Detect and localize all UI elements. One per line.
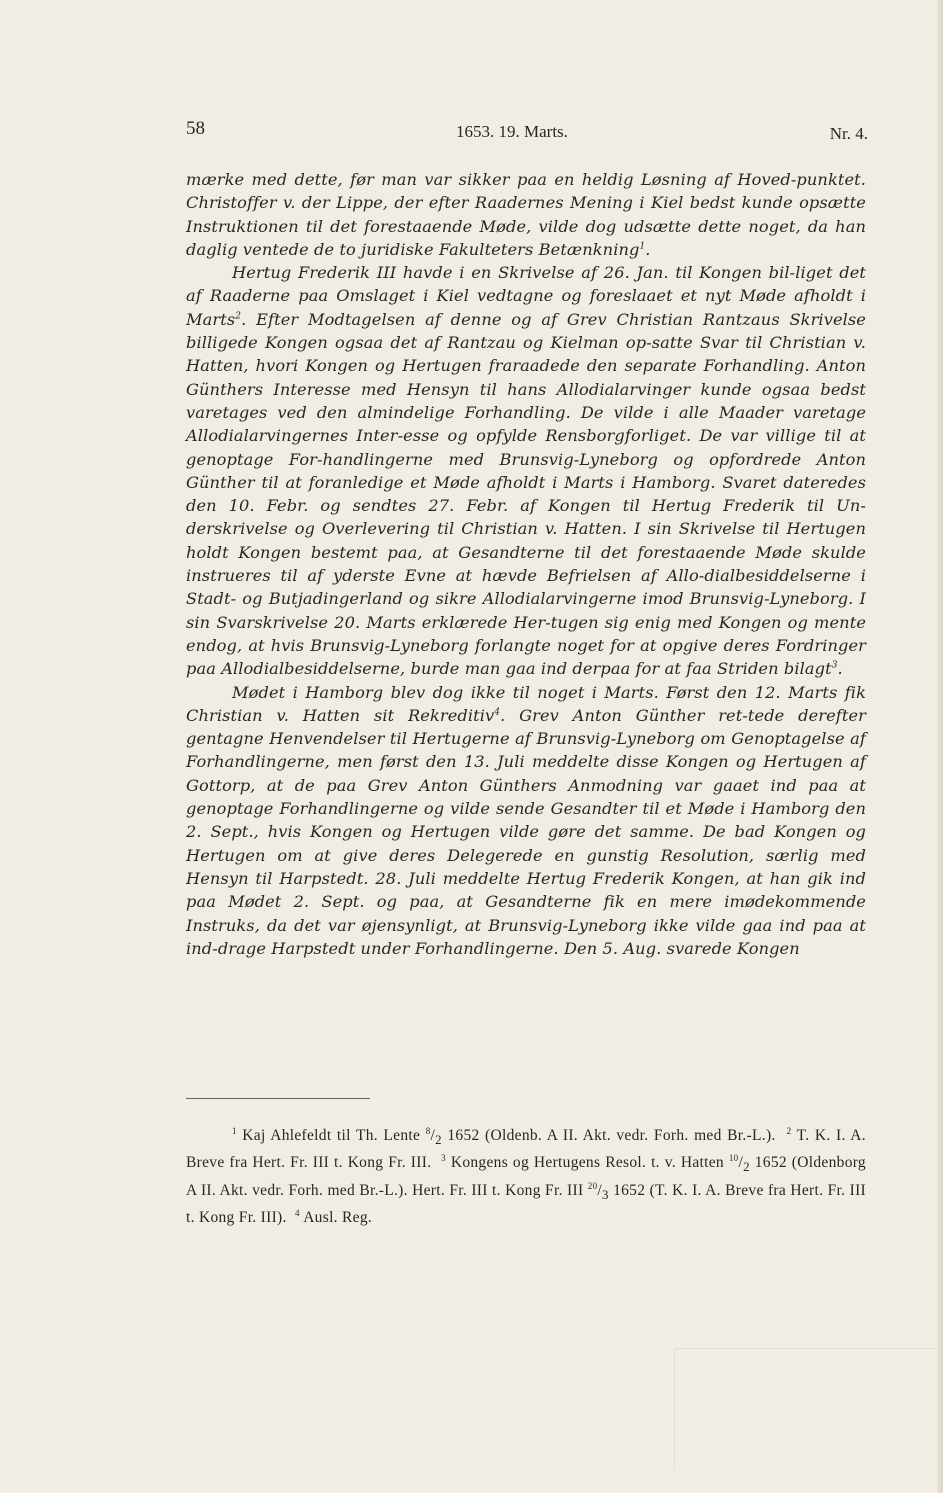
page-edge bbox=[937, 0, 943, 1493]
paragraph-text: . Efter Modtagelsen af denne og af Grev Christian Rantzaus Skrivelse billigede Kongen ogsaa det af Rantzau og Kielman op-satte Svar til Christian v. Hatten, hvori Kongen og Hertugen fraraadede den separate Forhandling. Anton Günthers Interesse med Hensyn til hans Allodialarvinger kunde ogsaa bedst varetages ved den almindelige Forhandling. De vilde i alle Maader varetage Allodialarvingernes Inter-esse og opfylde Rensborgforliget. De var villige til at genoptage For-handlingerne med Brunsvig-Lyneborg og opfordrede Anton Günther til at foranledige et Møde afholdt i Marts i Hamborg. Svaret dateredes den 10. Febr. og sendtes 27. Febr. af Kongen til Hertug Frederik til Un-derskrivelse og Overlevering til Christian v. Hatten. I sin Skrivelse til Hertugen holdt Kongen bestemt paa, at Gesandterne til det forestaaende Møde skulde instrueres til af yderste Evne at hævde Befrielsen af Allo-dialbesiddelserne i Stadt- og Butjadingerland og sikre Allodialarvingerne imod Brunsvig-Lyneborg. I sin Svarskrivelse 20. Marts erklærede Her-tugen sig enig med Kongen og mente endog, at hvis Brunsvig-Lyneborg forlangte noget for at opgive deres Fordringer paa Allodialbesiddelserne, burde man gaa ind derpaa for at faa Striden bilagt bbox=[186, 309, 866, 679]
fraction-denominator: 2 bbox=[743, 1159, 750, 1175]
paragraph-text: . bbox=[837, 659, 843, 679]
footnote-divider bbox=[186, 1098, 370, 1099]
footnote-ref: 4 bbox=[494, 707, 501, 718]
paragraph-2 bbox=[186, 261, 866, 680]
footnote-text: 1652 (Oldenb. A II. Akt. vedr. Forh. med Br.-L.). bbox=[447, 1127, 776, 1144]
footnote-text: 1652 (T. K. I. A. Breve fra Hert. Fr. III t. Kong Fr. III). bbox=[186, 1181, 866, 1227]
footnote-text: Ausl. Reg. bbox=[303, 1209, 373, 1227]
footnote-number: 2 bbox=[786, 1125, 792, 1136]
fraction-numerator: 20 bbox=[587, 1180, 598, 1191]
paragraph-text: . bbox=[645, 239, 651, 259]
fraction-denominator: 3 bbox=[601, 1186, 609, 1202]
page-header bbox=[186, 118, 868, 148]
paragraph-text: Mødet i Hamborg blev dog ikke til noget i Marts. Først den 12. Marts fik Christian v. Hatten sit Rekreditiv bbox=[186, 682, 866, 725]
paragraph-text: Hertug Frederik III havde i en Skrivelse af 26. Jan. til Kongen bil-liget det af Raaderne paa Omslaget i Kiel vedtagne og foreslaaet et nyt Møde afholdt i Marts bbox=[186, 263, 866, 329]
paragraph-1 bbox=[186, 168, 866, 261]
footnotes: $^1$ Kaj Ahlefeldt til Th. Lente $^8/_2$ 1652 (Oldenb. A II. Akt. vedr. Forh. med Br.-L.). $^2$ T. K. I. A. Breve fra Hert. Fr. III t. Kong Fr. III. $^3$ Kongens og Hertugens Resol. t. v. Hatten $^{10}/_2$ 1652 (Oldenborg A II. Akt. vedr. Forh. med Br.-L.). Hert. Fr. III t. Kong Fr. III $^{20}/_3$ 1652 (T. K. I. A. Breve fra Hert. Fr. III t. Kong Fr. III). $^4$ Ausl. Reg. bbox=[186, 1125, 866, 1227]
header-date: 1653. 19. Marts. bbox=[456, 122, 568, 141]
footnote-number: 3 bbox=[441, 1153, 446, 1164]
footnote-text: 1652 (Oldenborg A II. Akt. vedr. Forh. med Br.-L.). Hert. Fr. III t. Kong Fr. III bbox=[186, 1154, 866, 1199]
footnote-text: T. K. I. A. Breve fra Hert. Fr. III t. Kong Fr. III. bbox=[186, 1127, 866, 1172]
fraction-numerator: 10 bbox=[728, 1153, 739, 1164]
footnote-text: Kaj Ahlefeldt til Th. Lente bbox=[242, 1127, 421, 1144]
footnote-text: Kongens og Hertugens Resol. t. v. Hatten bbox=[450, 1154, 724, 1172]
page-corner-shadow bbox=[674, 1348, 935, 1469]
page-number: 58 bbox=[186, 118, 205, 139]
footnote-number: 1 bbox=[232, 1125, 237, 1136]
main-text bbox=[186, 168, 866, 960]
paragraph-3 bbox=[186, 681, 866, 961]
document-number: Nr. 4. bbox=[829, 124, 868, 143]
footnote-ref: 1 bbox=[639, 241, 646, 252]
paragraph-text: mærke med dette, før man var sikker paa en heldig Løsning af Hoved-punktet. Christoffer v. der Lippe, der efter Raadernes Mening i Kiel bedst kunde opsætte Instruktionen til det forestaaende Møde, vilde dog udsætte dette noget, da han daglig ventede de to juridiske Fakulteters Betænkning bbox=[186, 170, 866, 259]
footnote-number: 4 bbox=[295, 1208, 300, 1219]
paragraph-text: . Grev Anton Günther ret-tede derefter gentagne Henvendelser til Hertugerne af Brunsvig-Lyneborg om Genoptagelse af Forhandlingerne, men først den 13. Juli meddelte disse Kongen og Hertugen af Gottorp, at de paa Grev Anton Günthers Anmodning var gaaet ind paa at genoptage Forhandlingerne og vilde sende Gesandter til et Møde i Hamborg den 2. Sept., hvis Kongen og Hertugen vilde gøre det samme. De bad Kongen og Hertugen om at give deres Delegerede en gunstig Resolution, særlig med Hensyn til Harpstedt. 28. Juli meddelte Hertug Frederik Kongen, at han gik ind paa Mødet 2. Sept. og paa, at Gesandterne fik en mere imødekommende Instruks, da det var øjensynligt, at Brunsvig-Lyneborg ikke vilde gaa ind paa at ind-drage Harpstedt under Forhandlingerne. Den 5. Aug. svarede Kongen bbox=[186, 705, 866, 958]
fraction-denominator: 2 bbox=[435, 1132, 442, 1148]
footnote-ref: 2 bbox=[235, 311, 242, 322]
footnote-ref: 3 bbox=[831, 660, 838, 671]
fraction-numerator: 8 bbox=[425, 1125, 431, 1136]
